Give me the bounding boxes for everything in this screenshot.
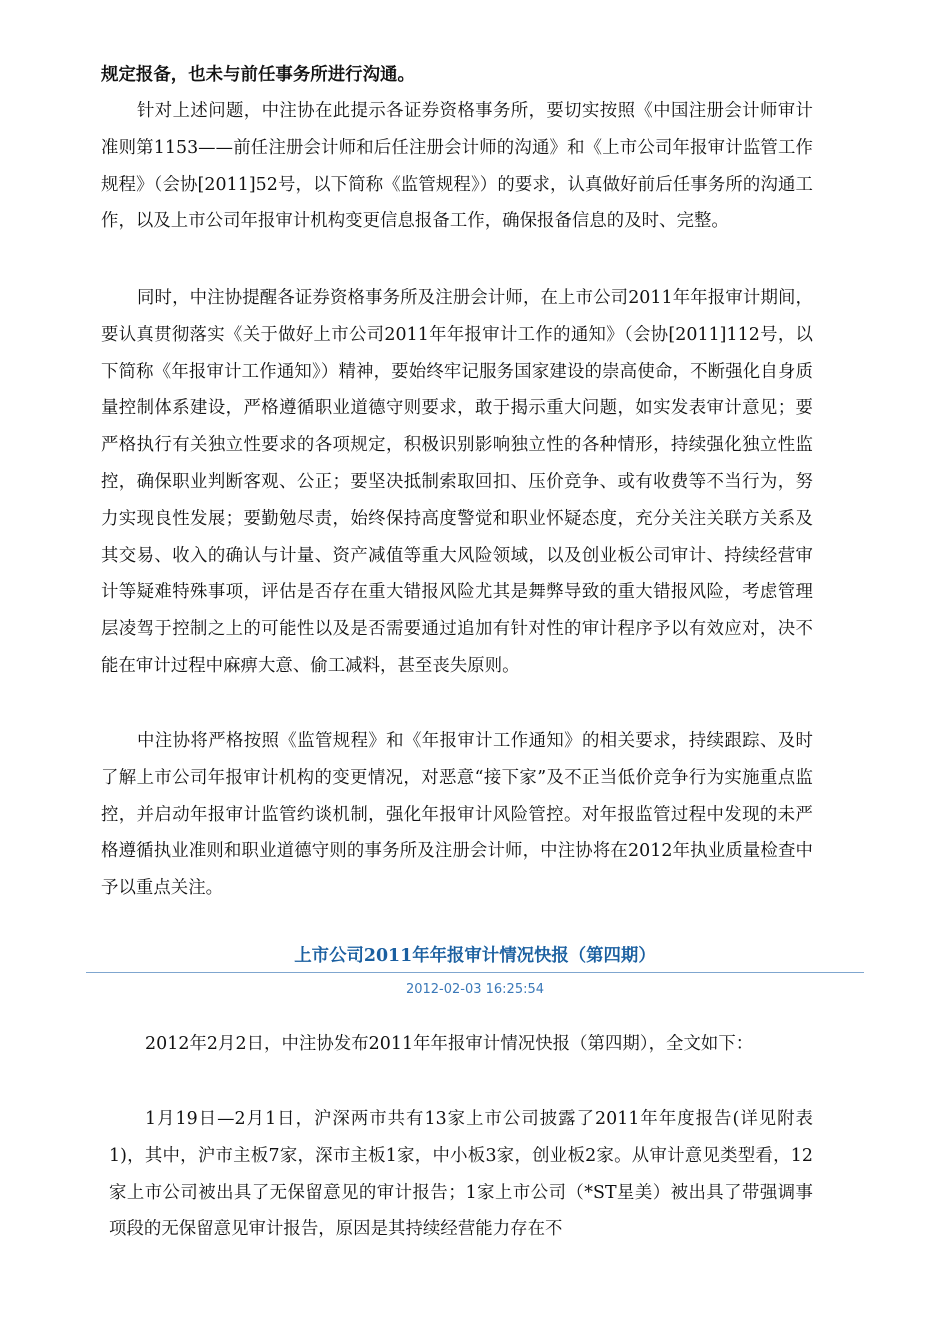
article-date: 2012-02-03 16:25:54	[405, 982, 545, 997]
paragraph-2: 针对上述问题，中注协在此提示各证券资格事务所，要切实按照《中国注册会计师审计准则第1153——前任注册会计师和后任注册会计师的沟通》和《上市公司年报审计监管工作规程》（会协[2011]52号，以下简称《监管规程》）的要求，认真做好前后任事务所的沟通工作，以及上市公司年报审计机构变更信息报备工作，确保报备信息的及时、完整。	[101, 101, 813, 232]
paragraph-4: 中注协将严格按照《监管规程》和《年报审计工作通知》的相关要求，持续跟踪、及时了解上市公司年报审计机构的变更情况，对恶意“接下家”及不正当低价竞争行为实施重点监控，并启动年报审计监管约谈机制，强化年报审计风险管控。对年报监管过程中发现的未严格遵循执业准则和职业道德守则的事务所及注册会计师，中注协将在2012年执业质量检查中予以重点关注。	[101, 731, 813, 899]
article-title: 上市公司2011年年报审计情况快报（第四期）	[294, 946, 656, 966]
paragraph-5: 2012年2月2日，中注协发布2011年年报审计情况快报（第四期），全文如下：	[145, 1034, 754, 1054]
paragraph-1: 规定报备，也未与前任事务所进行沟通。	[101, 65, 415, 85]
title-divider	[86, 972, 864, 973]
paragraph-3: 同时，中注协提醒各证券资格事务所及注册会计师，在上市公司2011年年报审计期间，要认真贯彻落实《关于做好上市公司2011年年报审计工作的通知》（会协[2011]112号，以下简称《年报审计工作通知》）精神，要始终牢记服务国家建设的崇高使命，不断强化自身质量控制体系建设，严格遵循职业道德守则要求，敢于揭示重大问题，如实发表审计意见；要严格执行有关独立性要求的各项规定，积极识别影响独立性的各种情形，持续强化独立性监控，确保职业判断客观、公正；要坚决抵制索取回扣、压价竞争、或有收费等不当行为，努力实现良性发展；要勤勉尽责，始终保持高度警觉和职业怀疑态度，充分关注关联方关系及其交易、收入的确认与计量、资产减值等重大风险领域，以及创业板公司审计、持续经营审计等疑难特殊事项，评估是否存在重大错报风险尤其是舞弊导致的重大错报风险，考虑管理层凌驾于控制之上的可能性以及是否需要通过追加有针对性的审计程序予以有效应对，决不能在审计过程中麻痹大意、偷工减料，甚至丧失原则。	[101, 288, 813, 676]
paragraph-6: 1月19日—2月1日，沪深两市共有13家上市公司披露了2011年年度报告(详见附表1)，其中，沪市主板7家，深市主板1家，中小板3家，创业板2家。从审计意见类型看，12家上市公司被出具了无保留意见的审计报告；1家上市公司（*ST星美）被出具了带强调事项段的无保留意见审计报告，原因是其持续经营能力存在不	[109, 1109, 813, 1240]
